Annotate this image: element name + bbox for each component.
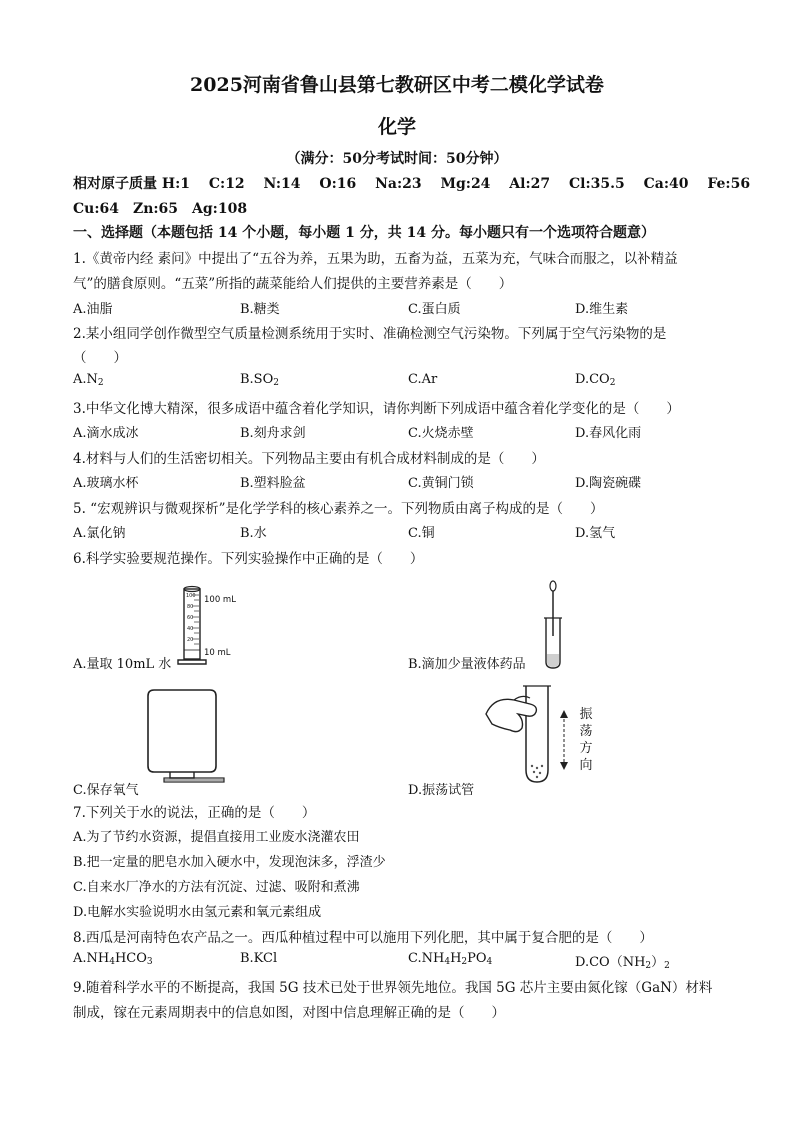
question-5-stem: 5. “宏观辨识与微观探析”是化学学科的核心素养之一。下列物质由离子构成的是（ ） <box>73 501 604 517</box>
exam-info: （满分：50分考试时间：50分钟） <box>286 151 508 167</box>
question-2-option-b: $B.SO_2$ <box>240 372 279 388</box>
question-2-option-d: $D.CO_2$ <box>575 372 616 388</box>
question-8-option-d: $D.CO(NH_2)_2$ <box>575 955 670 971</box>
question-7-stem: 7.下列关于水的说法，正确的是（ ） <box>73 805 316 821</box>
question-7-option-d: D.电解水实验说明水由氢元素和氧元素组成 <box>73 905 322 920</box>
question-5-option-b: B.水 <box>240 526 267 541</box>
question-8-option-a: $A.NH_4HCO_3$ <box>73 951 153 967</box>
question-6-option-d: D.振荡试管 <box>408 783 475 798</box>
cylinder-tick-60: 60 <box>187 615 194 621</box>
question-1-stem-line-2: 气”的膳食原则。“五菜”所指的蔬菜能给人们提供的主要营养素是（ ） <box>73 276 513 292</box>
question-6-option-a: A.量取 10mL 水 <box>73 657 172 672</box>
question-3-option-d: D.春风化雨 <box>575 426 642 441</box>
question-4-option-b: B.塑料脸盆 <box>240 476 306 491</box>
question-6-option-b: B.滴加少量液体药品 <box>408 657 526 672</box>
question-6-option-c: C.保存氧气 <box>73 783 139 798</box>
question-3-option-a: A.滴水成冰 <box>73 426 139 441</box>
question-7-option-c: C.自来水厂净水的方法有沉淀、过滤、吸附和煮沸 <box>73 880 360 895</box>
question-2-stem-line-2: （ ） <box>73 350 127 366</box>
question-9-stem-line-2: 制成，镓在元素周期表中的信息如图，对图中信息理解正确的是（ ） <box>73 1005 505 1021</box>
gas-bottle-figure <box>140 688 230 784</box>
question-3-stem: 3.中华文化博大精深，很多成语中蕴含着化学知识，请你判断下列成语中蕴含着化学变化的是（ ） <box>73 401 680 417</box>
question-7-option-a: A.为了节约水资源，提倡直接用工业废水浇灌农田 <box>73 830 360 845</box>
subject-title: 化学 <box>377 116 416 138</box>
cylinder-tick-40: 40 <box>187 626 194 632</box>
question-8-option-b: B.KCl <box>240 951 278 966</box>
question-1-stem-line-1: 1.《黄帝内经 素问》中提出了“五谷为养，五果为助，五畜为益，五菜为充，气味合而服之，以补精益 <box>73 251 678 267</box>
question-1-option-b: B.糖类 <box>240 302 280 317</box>
question-3-option-c: C.火烧赤壁 <box>408 426 474 441</box>
question-2-option-a: $A.N_2$ <box>73 372 104 388</box>
graduated-cylinder-figure <box>172 580 247 668</box>
atomic-mass-line-2: Cu:64 Zn:65 Ag:108 <box>73 201 248 217</box>
question-1-option-a: A.油脂 <box>73 302 113 317</box>
shake-direction-label: 振 荡 方 向 <box>579 707 593 773</box>
question-8-stem: 8.西瓜是河南特色农产品之一。西瓜种植过程中可以施用下列化肥，其中属于复合肥的是（ ） <box>73 930 653 946</box>
question-1-option-d: D.维生素 <box>575 302 629 317</box>
question-4-option-c: C.黄铜门锁 <box>408 476 474 491</box>
question-7-option-b: B.把一定量的肥皂水加入硬水中，发现泡沫多，浮渣少 <box>73 855 386 870</box>
question-4-stem: 4.材料与人们的生活密切相关。下列物品主要由有机合成材料制成的是（ ） <box>73 451 545 467</box>
question-5-option-d: D.氢气 <box>575 526 616 541</box>
question-5-option-a: A.氯化钠 <box>73 526 126 541</box>
question-1-option-c: C.蛋白质 <box>408 302 461 317</box>
cylinder-tick-100: 100 <box>186 593 196 599</box>
question-2-option-c: C.Ar <box>408 372 438 387</box>
cylinder-label-100ml: 100 mL <box>204 595 236 605</box>
question-5-option-c: C.铜 <box>408 526 435 541</box>
question-3-option-b: B.刻舟求剑 <box>240 426 306 441</box>
section-heading: 一、选择题（本题包括 14 个小题，每小题 1 分，共 14 分。每小题只有一个选项符合题意） <box>73 225 655 241</box>
question-6-stem: 6.科学实验要规范操作。下列实验操作中正确的是（ ） <box>73 551 424 567</box>
question-9-stem-line-1: 9.随着科学水平的不断提高，我国 5G 技术已处于世界领先地位。我国 5G 芯片主要由氮化镓（GaN）材料 <box>73 980 713 996</box>
dropper-test-tube-figure <box>538 578 568 670</box>
question-8-option-c: $C.NH_4H_2PO_4$ <box>408 951 493 967</box>
atomic-mass-line-1: 相对原子质量 H:1 C:12 N:14 O:16 Na:23 Mg:24 Al:27 Cl:35.5 Ca:40 Fe:56 <box>73 176 751 192</box>
cylinder-tick-20: 20 <box>187 637 194 643</box>
cylinder-tick-80: 80 <box>187 604 194 610</box>
question-4-option-d: D.陶瓷碗碟 <box>575 476 642 491</box>
question-4-option-a: A.玻璃水杯 <box>73 476 139 491</box>
question-2-stem-line-1: 2.某小组同学创作微型空气质量检测系统用于实时、准确检测空气污染物。下列属于空气污染物的是 <box>73 326 667 342</box>
cylinder-label-10ml: 10 mL <box>204 648 231 658</box>
shaking-test-tube-figure <box>484 684 572 786</box>
exam-title: 2025河南省鲁山县第七教研区中考二模化学试卷 <box>190 74 604 96</box>
